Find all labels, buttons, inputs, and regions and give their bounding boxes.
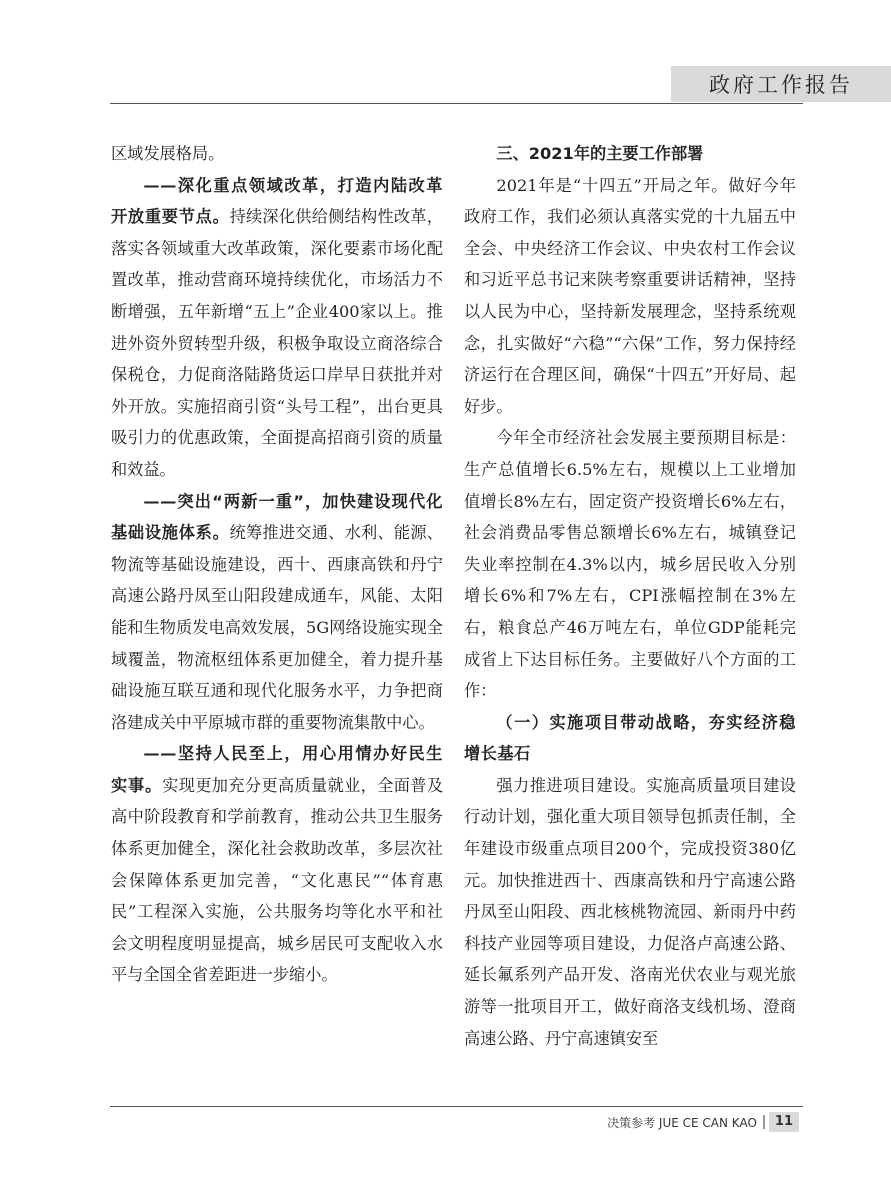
left-column	[111, 138, 443, 991]
paragraph-reform	[111, 170, 443, 486]
paragraph-targets: 今年全市经济社会发展主要预期目标是：生产总值增长6.5%左右，规模以上工业增加值增长8%左右，固定资产投资增长6%左右，社会消费品零售总额增长6%左右，城镇登记失业率控制在4.3%以内，城乡居民收入分别增长6%和7%左右，CPI涨幅控制在3%左右，粮食总产46万吨左右，单位GDP能耗完成省上下达目标任务。主要做好八个方面的工作：	[464, 428, 796, 701]
page-footer	[607, 1111, 799, 1133]
section-title: 三、2021年的主要工作部署	[496, 144, 704, 163]
paragraph-2021-overview: 2021年是“十四五”开局之年。做好今年政府工作，我们必须认真落实党的十九届五中全会、中央经济工作会议、中央农村工作会议和习近平总书记来陕考察重要讲话精神，坚持以人民为中心，坚持新发展理念，坚持系统观念，扎实做好“六稳”“六保”工作，努力保持经济运行在合理区间，确保“十四五”开好局、起好步。	[464, 175, 796, 416]
livelihood-heading: ——坚持人民至上，用心用情办好民生实事。	[111, 744, 443, 795]
header-divider	[110, 103, 803, 104]
publication-name: 决策参考 JUE CE CAN KAO	[607, 1115, 757, 1130]
header-section-tab	[671, 66, 891, 102]
footer-divider	[110, 1106, 803, 1107]
right-column	[464, 138, 796, 1054]
page-number: 11	[769, 1112, 799, 1132]
infrastructure-heading: ——突出“两新一重”，加快建设现代化基础设施体系。	[111, 491, 443, 543]
reform-heading: ——深化重点领域改革，打造内陆改革开放重要节点。	[111, 175, 443, 227]
paragraph-intro-fragment: 区域发展格局。	[111, 144, 225, 163]
reform-body: 持续深化供给侧结构性改革，落实各领域重大改革政策，深化要素市场化配置改革，推动营商环境持续优化，市场活力不断增强，五年新增“五上”企业400家以上。推进外资外贸转型升级，积极争取设立商洛综合保税仓，力促商洛陆路货运口岸早日获批并对外开放。实施招商引资“头号工程”，出台更具吸引力的优惠政策，全面提高招商引资的质量和效益。	[111, 207, 443, 479]
livelihood-body: 实现更加充分更高质量就业，全面普及高中阶段教育和学前教育，推动公共卫生服务体系更加健全，深化社会救助改革，多层次社会保障体系更加完善，“文化惠民”“体育惠民”工程深入实施，公共服务均等化水平和社会文明程度明显提高，城乡居民可支配收入水平与全国全省差距进一步缩小。	[111, 775, 444, 985]
subsection-heading: （一）实施项目带动战略，夯实经济稳增长基石	[464, 712, 796, 764]
paragraph-infrastructure	[111, 486, 443, 739]
header-section-label: 政府工作报告	[709, 73, 853, 97]
paragraph-projects: 强力推进项目建设。实施高质量项目建设行动计划，强化重大项目领导包抓责任制，全年建设市级重点项目200个，完成投资380亿元。加快推进西十、西康高铁和丹宁高速公路丹凤至山阳段、西北核桃物流园、新雨丹中药科技产业园等项目建设，力促洛卢高速公路、延长氟系列产品开发、洛南光伏农业与观光旅游等一批项目开工，做好商洛支线机场、澄商高速公路、丹宁高速镇安至	[464, 775, 796, 1048]
paragraph-livelihood	[111, 738, 443, 991]
infrastructure-body: 统筹推进交通、水利、能源、物流等基础设施建设，西十、西康高铁和丹宁高速公路丹凤至山阳段建成通车，风能、太阳能和生物质发电高效发展，5G网络设施实现全域覆盖，物流枢纽体系更加健全，着力提升基础设施互联互通和现代化服务水平，力争把商洛建成关中平原城市群的重要物流集散中心。	[111, 523, 443, 732]
footer-separator	[763, 1115, 765, 1129]
